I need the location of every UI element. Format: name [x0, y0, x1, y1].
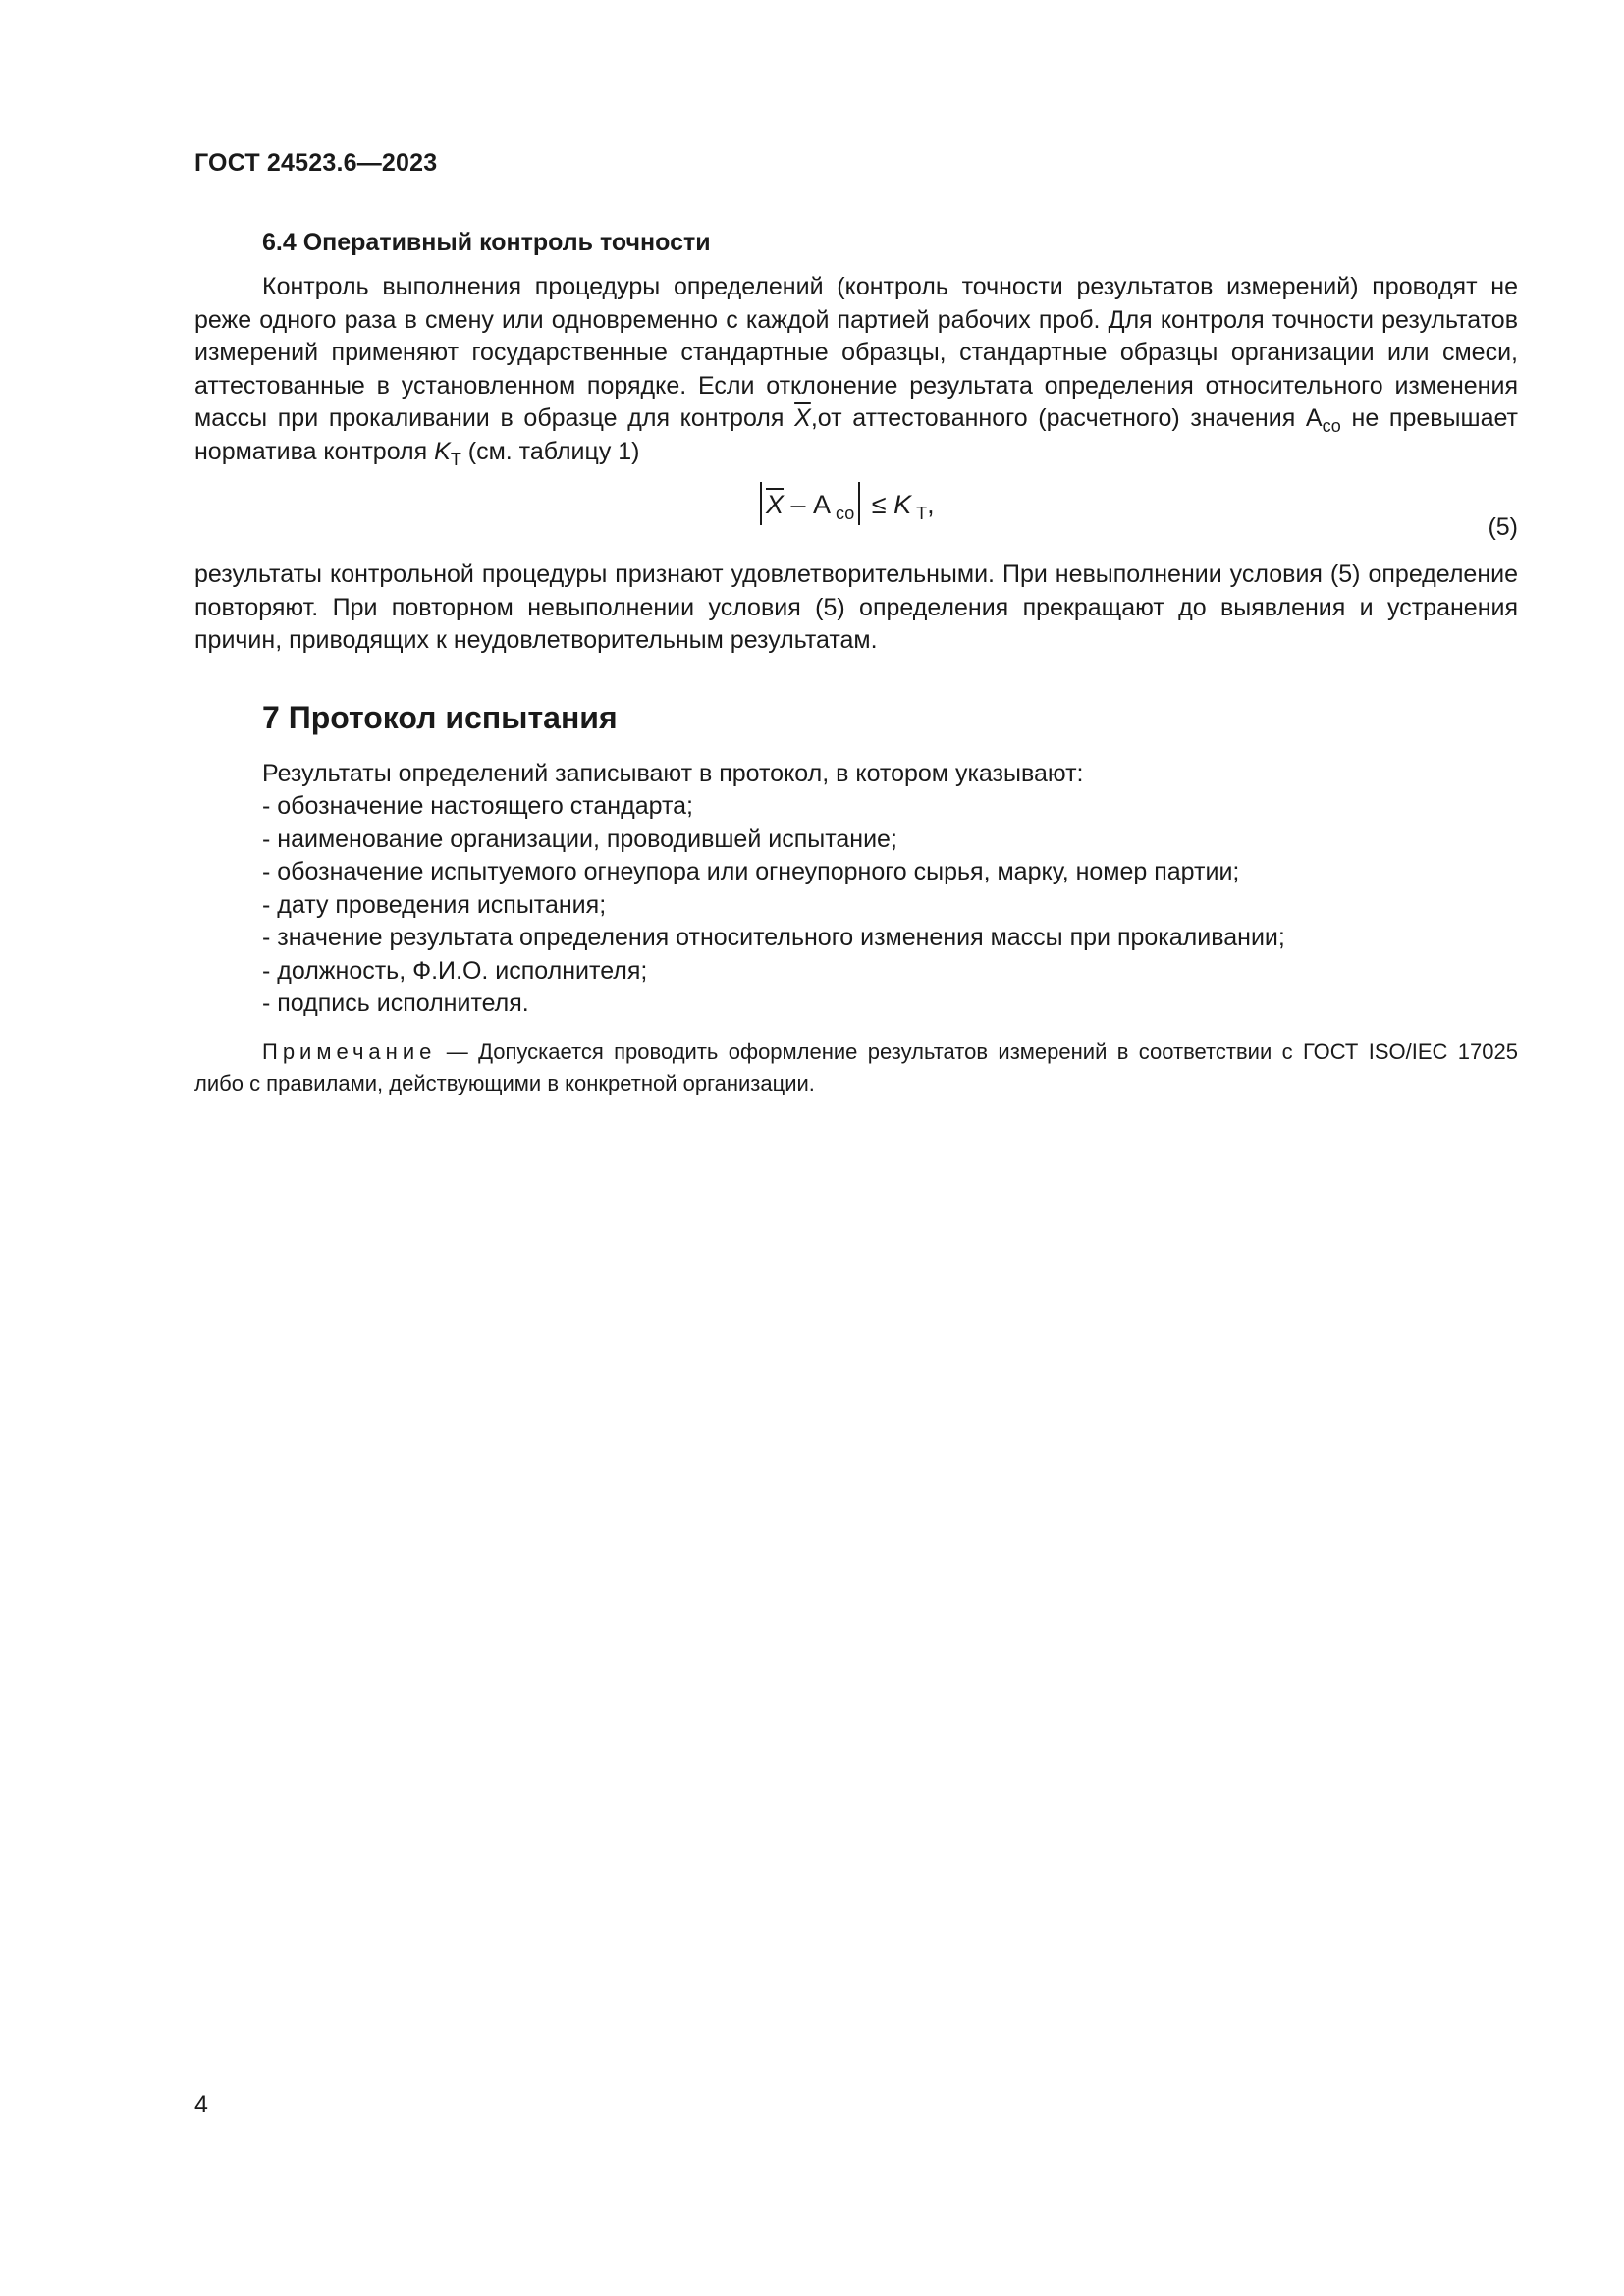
paragraph-text: ,от аттестованного (расчетного) значения А — [810, 404, 1323, 432]
list-item: - подпись исполнителя. — [262, 989, 529, 1017]
list-item: - должность, Ф.И.О. исполнителя; — [262, 956, 648, 985]
protocol-items-list — [194, 790, 1518, 1021]
paragraph-text: не превышает норматива контроля — [194, 404, 1518, 465]
paragraph-accuracy-control — [194, 271, 1518, 468]
list-item: - дату проведения испытания; — [262, 890, 607, 919]
list-item: - обозначение испытуемого огнеупора или огнеупорного сырья, марку, номер партии; — [262, 858, 1240, 885]
subscript-co: со — [1322, 416, 1341, 436]
running-header: ГОСТ 24523.6—2023 — [194, 149, 438, 177]
formula-expression — [756, 482, 935, 526]
abs-bar-left — [760, 482, 762, 525]
page-number: 4 — [194, 2091, 208, 2118]
formula-x-bar: $\overline{X}$ — [766, 490, 785, 519]
formula-subscript-t: Т — [911, 504, 928, 523]
subsection-heading-6-4: 6.4 Оперативный контроль точности — [262, 229, 711, 256]
formula-comma: , — [927, 490, 935, 519]
formula-5 — [194, 474, 1518, 559]
note-label: Примечание — [262, 1039, 437, 1064]
note-paragraph — [194, 1037, 1518, 1099]
page-content — [194, 228, 1518, 1099]
formula-le: ≤ — [864, 490, 894, 519]
formula-minus-a: – А — [784, 490, 832, 519]
note-text: — Допускается проводить оформление результатов измерений в соответствии с ГОСТ ISO/IEC 17025 либо с правилами, действующими в конкретной организации. — [194, 1039, 1518, 1095]
formula-subscript-co: со — [831, 504, 855, 523]
list-item: - значение результата определения относительного изменения массы при прокаливании; — [262, 924, 1285, 951]
paragraph-text: (см. таблицу 1) — [460, 437, 640, 465]
formula-k: K — [893, 490, 912, 519]
k-symbol: K — [434, 437, 451, 465]
list-item: - обозначение настоящего стандарта; — [262, 792, 693, 820]
paragraph-result-evaluation: результаты контрольной процедуры признают удовлетворительными. При невыполнении условия (5) определение повторяют. При повторном невыполнении условия (5) определения прекращают до выявления и устранения причин, приводящих к неудовлетворительным результатам. — [194, 561, 1518, 654]
list-item: - наименование организации, проводившей испытание; — [262, 825, 897, 853]
x-bar-symbol: $\overline{X}$ — [794, 404, 811, 432]
formula-number: (5) — [1488, 513, 1518, 541]
section-heading-7: 7 Протокол испытания — [262, 699, 618, 735]
abs-bar-right — [858, 482, 860, 525]
paragraph-text: Контроль выполнения процедуры определений (контроль точности результатов измерений) проводят не реже одного раза в смену или одновременно с каждой партией рабочих проб. Для контроля точности результатов измерений применяют государственные стандартные образцы, стандартные образцы организации или смеси, аттестованные в установленном порядке. Если отклонение результата определения относительного изменения массы при прокаливании в образце для контроля — [194, 273, 1518, 432]
protocol-intro: Результаты определений записывают в протокол, в котором указывают: — [262, 759, 1084, 787]
subscript-t: T — [450, 449, 461, 469]
